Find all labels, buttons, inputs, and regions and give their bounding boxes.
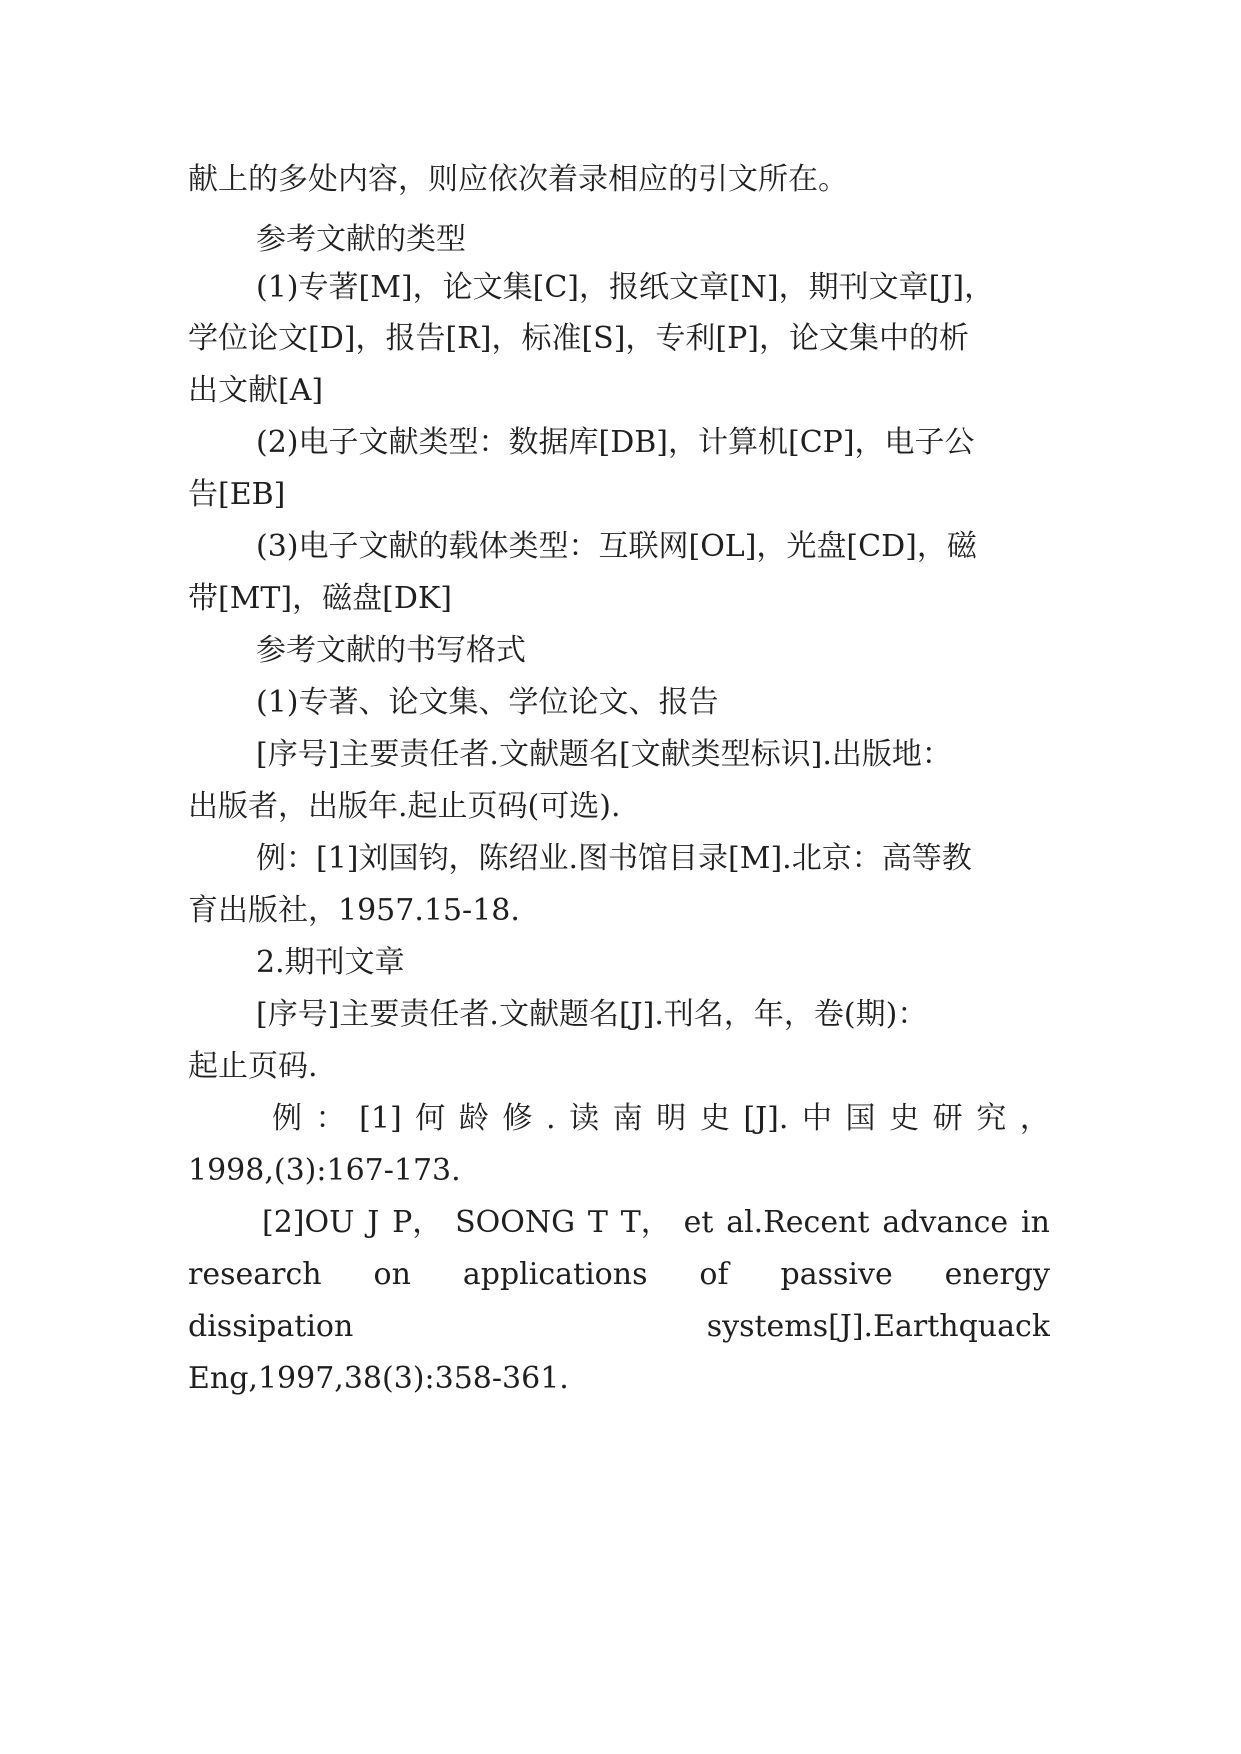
section-heading-types: 参考文献的类型 xyxy=(256,222,466,257)
justified-token: T xyxy=(587,1205,608,1240)
justified-token: 国 xyxy=(845,1101,876,1136)
justified-token: advance xyxy=(882,1205,1009,1240)
justified-token: passive xyxy=(780,1257,893,1292)
justified-token: ， xyxy=(1019,1101,1050,1136)
justified-token: [J]. xyxy=(743,1101,789,1136)
justified-token: 例 xyxy=(272,1101,302,1136)
paragraph-line: 告[EB] xyxy=(188,477,286,512)
paragraph-line: (2)电子文献类型：数据库[DB]，计算机[CP]，电子公 xyxy=(256,425,975,460)
justified-token: research xyxy=(188,1257,322,1292)
paragraph-line: [序号]主要责任者.文献题名[文献类型标识].出版地： xyxy=(256,737,952,772)
paragraph-line: [序号]主要责任者.文献题名[J].刊名，年，卷(期)： xyxy=(256,997,928,1032)
justified-token: dissipation xyxy=(188,1309,354,1344)
justified-token: on xyxy=(373,1257,411,1292)
paragraph-line: 带[MT]，磁盘[DK] xyxy=(188,581,453,616)
justified-token: T， xyxy=(620,1205,671,1240)
reference-line-justified xyxy=(188,1253,1050,1297)
subsection-heading: 2.期刊文章 xyxy=(256,945,405,980)
justified-token: J xyxy=(367,1205,380,1240)
justified-token: et xyxy=(683,1205,714,1240)
justified-token: 中 xyxy=(801,1101,832,1136)
reference-line: Eng,1997,38(3):358-361. xyxy=(188,1361,569,1396)
justified-token: 南 xyxy=(612,1101,643,1136)
justified-token: 研 xyxy=(932,1101,963,1136)
justified-token: energy xyxy=(944,1257,1050,1292)
justified-token: 修 xyxy=(502,1101,533,1136)
justified-token: in xyxy=(1020,1205,1050,1240)
paragraph-line: 出版者，出版年.起止页码(可选). xyxy=(188,789,621,824)
justified-token: [2]OU xyxy=(262,1205,355,1240)
example-line: 育出版社，1957.15-18. xyxy=(188,893,520,928)
justified-token: 龄 xyxy=(458,1101,489,1136)
justified-token: 明 xyxy=(656,1101,687,1136)
justified-token: [1] xyxy=(359,1101,402,1136)
justified-token: applications xyxy=(462,1257,648,1292)
justified-token: of xyxy=(699,1257,729,1292)
paragraph-line: 献上的多处内容，则应依次着录相应的引文所在。 xyxy=(188,162,848,197)
paragraph-line: (1)专著、论文集、学位论文、报告 xyxy=(256,685,719,720)
justified-token: . xyxy=(545,1101,556,1136)
justified-token: systems[J].Earthquack xyxy=(706,1309,1050,1344)
example-line: 1998,(3):167-173. xyxy=(188,1153,461,1188)
paragraph-line: 出文献[A] xyxy=(188,373,324,408)
justified-token: al.Recent xyxy=(726,1205,870,1240)
paragraph-line: (3)电子文献的载体类型：互联网[OL]，光盘[CD]，磁 xyxy=(256,529,977,564)
example-line-justified xyxy=(272,1097,1050,1141)
justified-token: 读 xyxy=(569,1101,600,1136)
section-heading-format: 参考文献的书写格式 xyxy=(256,633,526,668)
justified-token: SOONG xyxy=(455,1205,576,1240)
reference-line-justified xyxy=(188,1305,1050,1349)
reference-line-justified xyxy=(262,1201,1050,1245)
justified-token: 何 xyxy=(415,1101,446,1136)
justified-token: ： xyxy=(315,1101,346,1136)
paragraph-line: 起止页码. xyxy=(188,1049,318,1084)
justified-token: P， xyxy=(392,1205,443,1240)
justified-token: 史 xyxy=(699,1101,730,1136)
justified-token: 史 xyxy=(889,1101,920,1136)
justified-token: 究 xyxy=(976,1101,1007,1136)
example-line: 例：[1]刘国钧，陈绍业.图书馆目录[M].北京：高等教 xyxy=(256,841,972,876)
paragraph-line: 学位论文[D]，报告[R]，标准[S]，专利[P]，论文集中的析 xyxy=(188,321,970,356)
paragraph-line: (1)专著[M]，论文集[C]，报纸文章[N]，期刊文章[J]， xyxy=(256,270,995,305)
